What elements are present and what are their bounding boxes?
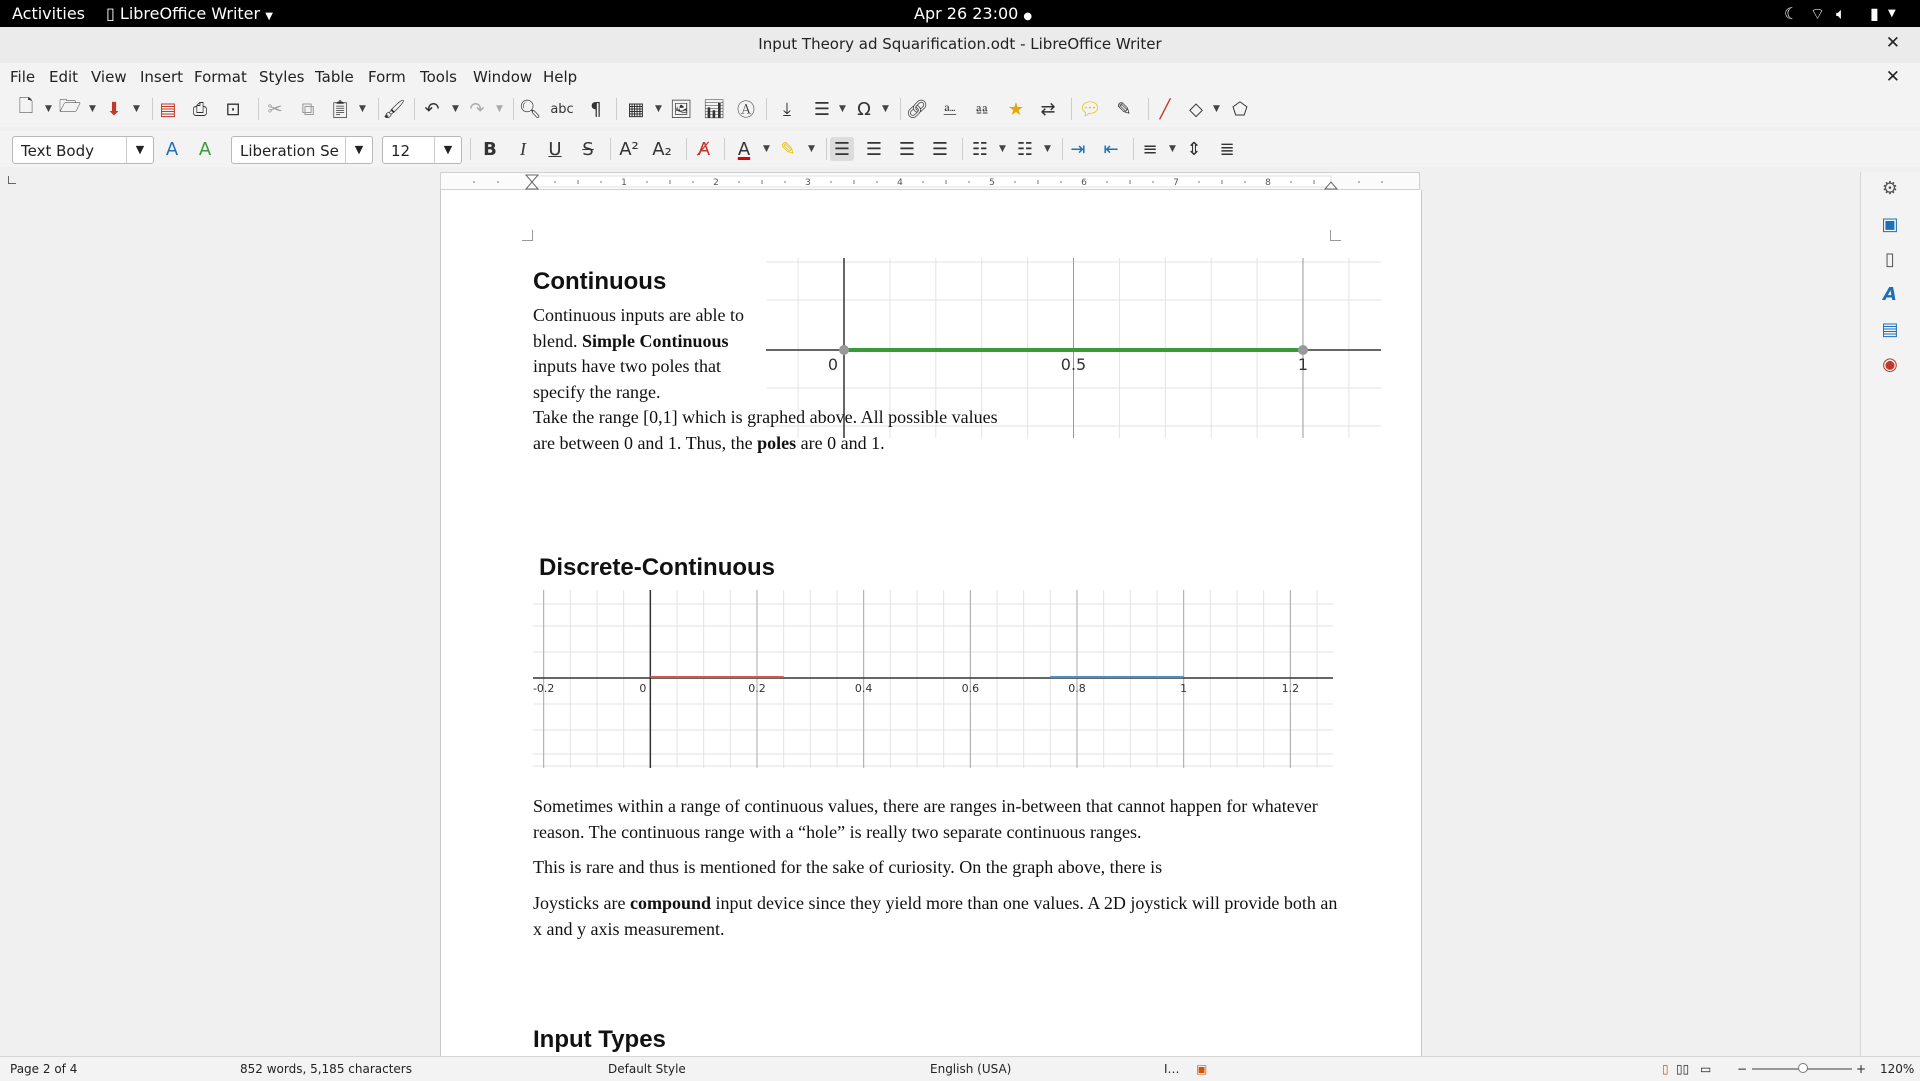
copy-icon[interactable]: ⧉ (301, 98, 315, 120)
insert-table-icon[interactable]: ▦ (627, 98, 645, 120)
volume-icon[interactable]: 🔈︎ (1836, 4, 1846, 23)
zoom-out-icon[interactable]: − (1737, 1062, 1748, 1076)
insert-mode-icon[interactable]: I… (1164, 1062, 1180, 1076)
svg-text:5: 5 (989, 178, 995, 188)
toolbar-separator (686, 138, 687, 160)
font-color-dropdown-icon[interactable]: ▼ (763, 144, 770, 154)
status-bar (0, 1056, 1920, 1081)
line-spacing-dropdown-icon[interactable]: ▼ (1169, 144, 1176, 154)
svg-text:1: 1 (621, 178, 627, 188)
activities-button[interactable]: Activities (12, 4, 85, 23)
single-page-view-icon[interactable]: ▯ (1662, 1062, 1669, 1076)
text-run: Joysticks are (533, 893, 630, 913)
unordered-list-dropdown-icon[interactable]: ▼ (999, 144, 1006, 154)
toolbar-separator (378, 98, 379, 120)
system-top-bar (0, 0, 1920, 27)
tab-stop-icon[interactable] (8, 176, 16, 184)
window-title-bar (0, 27, 1920, 64)
bold-text-run: Simple Continuous (582, 330, 729, 351)
window-title: Input Theory ad Squarification.odt - LibreOffice Writer (758, 35, 1162, 53)
menu-file[interactable]: File (10, 68, 36, 86)
tick-label-0: 0 (639, 682, 647, 695)
redo-dropdown-icon[interactable]: ▼ (496, 104, 503, 114)
undo-icon[interactable]: ↶ (424, 98, 440, 120)
export-pdf-icon[interactable]: ▤ (159, 98, 177, 120)
insert-image-icon[interactable]: 🖼︎ (669, 98, 693, 120)
font-color-icon[interactable]: A (737, 138, 751, 160)
insert-special-character-icon[interactable]: Ω (857, 98, 871, 120)
underline-icon[interactable]: U (548, 138, 562, 160)
document-close-icon[interactable]: ✕ (1885, 67, 1900, 87)
insert-chart-icon[interactable]: 📊︎ (702, 98, 726, 120)
clear-formatting-icon[interactable]: A̸ (697, 138, 711, 160)
menu-help[interactable]: Help (543, 68, 578, 86)
sidebar-deck (1860, 172, 1920, 1056)
toolbar-separator (610, 138, 611, 160)
superscript-icon[interactable]: A² (619, 138, 639, 160)
zoom-level[interactable]: 120% (1880, 1062, 1915, 1076)
language[interactable]: English (USA) (930, 1062, 1012, 1076)
bold-text-run: compound (629, 893, 712, 913)
open-dropdown-icon[interactable]: ▼ (89, 104, 96, 114)
subscript-icon[interactable]: A₂ (652, 138, 672, 160)
chevron-down-icon[interactable]: ▼ (434, 137, 461, 163)
tick-label-0-5: 0.5 (1060, 355, 1087, 374)
find-replace-icon[interactable]: 🔍︎ (518, 98, 542, 120)
align-center-icon[interactable]: ☰ (865, 138, 883, 160)
text-run: Take the range [0,1] which is graphed above. All possible values are between 0 and 1. Thus, the (533, 407, 998, 453)
redo-icon[interactable]: ↷ (469, 98, 485, 120)
wifi-icon[interactable]: ⌔ (1810, 4, 1826, 23)
align-left-icon[interactable]: ☰ (830, 137, 854, 161)
paragraph-holes[interactable]: Sometimes within a range of continuous values, there are ranges in-between that cannot happen for whatever reason. The continuous range with a “hole” is really two separate continuous ranges. (533, 796, 1318, 842)
font-size-combo[interactable] (382, 136, 462, 164)
ordered-list-dropdown-icon[interactable]: ▼ (1044, 144, 1051, 154)
zoom-in-icon[interactable]: + (1856, 1062, 1867, 1076)
insert-endnote-icon[interactable]: ⎂ (974, 98, 990, 120)
zoom-slider[interactable] (1752, 1068, 1852, 1070)
menu-styles[interactable]: Styles (259, 68, 305, 86)
standard-toolbar (0, 91, 1920, 127)
svg-text:3: 3 (805, 178, 811, 188)
toolbar-separator (724, 138, 725, 160)
toolbar-separator (513, 98, 514, 120)
page-indicator[interactable]: Page 2 of 4 (10, 1062, 78, 1076)
toolbar-separator (470, 138, 471, 160)
window-close-icon[interactable]: ✕ (1885, 33, 1900, 53)
insert-text-box-icon[interactable]: Ⓐ (737, 100, 755, 121)
document-page[interactable] (440, 190, 1422, 1056)
discrete-continuous-chart[interactable] (533, 590, 1333, 768)
cut-icon[interactable]: ✂ (267, 98, 283, 120)
paragraph-rare[interactable]: This is rare and thus is mentioned for the sake of curiosity. On the graph above, there is (533, 857, 1163, 877)
print-preview-icon[interactable]: ⊡ (225, 98, 241, 120)
heading-continuous[interactable]: Continuous (533, 268, 667, 295)
margin-corner-mark (522, 230, 533, 241)
text-run: input device since they yield more than one values. A 2D joystick will provide both an x and y axis measurement. (533, 893, 1338, 939)
tick-label-1-2: 1.2 (1281, 682, 1300, 695)
document-modified-icon[interactable]: ▣ (1196, 1062, 1208, 1076)
svg-text:8: 8 (1265, 178, 1271, 188)
decrease-indent-icon[interactable]: ⇤ (1103, 138, 1119, 160)
zoom-slider-thumb[interactable] (1798, 1063, 1808, 1073)
draw-functions-icon[interactable]: ⬠ (1232, 98, 1248, 120)
insert-page-break-icon[interactable]: ⤓ (783, 98, 791, 120)
document-icon: ▯ (106, 4, 115, 23)
paste-icon[interactable]: 📋︎ (328, 98, 352, 120)
sidebar-settings-gear-icon[interactable]: ⚙ (1881, 178, 1899, 199)
text-run: Continuous inputs are able to blend. (533, 305, 744, 351)
svg-text:4: 4 (897, 178, 903, 188)
chart-grid (533, 590, 1333, 768)
toolbar-separator (1062, 138, 1063, 160)
increase-paragraph-spacing-icon[interactable]: ⇕ (1186, 138, 1202, 160)
ordered-list-icon[interactable]: ☷ (1016, 138, 1034, 160)
tick-label-0: 0 (827, 355, 839, 374)
insert-hyperlink-icon[interactable]: 🔗︎ (905, 98, 929, 120)
insert-cross-reference-icon[interactable]: ⇄ (1040, 98, 1056, 120)
unordered-list-icon[interactable]: ☷ (971, 138, 989, 160)
ruler-scale (441, 173, 1421, 191)
open-folder-icon[interactable]: 🗁︎ (58, 96, 82, 117)
spelling-icon[interactable]: abc (550, 101, 574, 117)
justify-icon[interactable]: ☰ (931, 138, 949, 160)
toolbar-separator (152, 98, 153, 120)
new-document-icon[interactable]: 🗋︎ (18, 96, 34, 117)
menu-edit[interactable]: Edit (49, 68, 79, 86)
line-spacing-icon[interactable]: ≡ (1142, 138, 1158, 160)
italic-icon[interactable]: I (520, 138, 526, 159)
clock[interactable] (914, 4, 1032, 23)
menu-format[interactable]: Format (194, 68, 247, 86)
chevron-down-icon: ▼ (265, 11, 273, 22)
save-icon[interactable]: ⬇ (106, 98, 122, 120)
page-style[interactable]: Default Style (608, 1062, 686, 1076)
insert-field-icon[interactable]: ☰ (813, 98, 831, 120)
heading-discrete-continuous[interactable]: Discrete-Continuous (539, 554, 776, 581)
sidebar-properties-icon[interactable]: ▣ (1881, 214, 1899, 235)
formatting-marks-icon[interactable]: ¶ (590, 98, 602, 120)
menu-bar (0, 63, 1920, 91)
sidebar-navigator-icon[interactable]: ◉ (1882, 354, 1898, 375)
chevron-down-icon[interactable]: ▼ (126, 137, 153, 163)
system-menu-chevron-icon[interactable]: ▼ (1888, 8, 1896, 19)
menu-form[interactable]: Form (368, 68, 406, 86)
tick-label-0-6: 0.6 (961, 682, 980, 695)
font-name-combo[interactable] (231, 136, 373, 164)
track-changes-icon[interactable]: ✎ (1116, 98, 1132, 120)
clone-formatting-icon[interactable]: 🖌︎ (382, 98, 406, 120)
horizontal-ruler[interactable] (440, 172, 1420, 190)
basic-shapes-dropdown-icon[interactable]: ▼ (1213, 104, 1220, 114)
datetime: Apr 26 23:00 (914, 4, 1019, 23)
svg-text:6: 6 (1081, 178, 1087, 188)
paragraph-continuous-intro[interactable] (533, 303, 768, 405)
tick-label-0-2: 0.2 (748, 682, 766, 695)
paste-dropdown-icon[interactable]: ▼ (359, 104, 366, 114)
basic-shapes-icon[interactable]: ◇ (1189, 98, 1203, 120)
text-run: inputs have two poles that specify the range. (533, 356, 721, 402)
insert-footnote-icon[interactable]: ⎁ (942, 98, 958, 120)
battery-icon[interactable]: ▮ (1870, 4, 1879, 23)
toolbar-separator (766, 98, 767, 120)
toolbar-separator (900, 98, 901, 120)
chevron-down-icon[interactable]: ▼ (345, 137, 372, 163)
update-style-icon[interactable]: A (165, 138, 179, 160)
word-count[interactable]: 852 words, 5,185 characters (240, 1062, 412, 1076)
undo-dropdown-icon[interactable]: ▼ (452, 104, 459, 114)
pole-point-1 (1298, 345, 1308, 355)
heading-input-types[interactable]: Input Types (533, 1026, 666, 1053)
formatting-toolbar (0, 131, 1920, 167)
paragraph-style-combo[interactable] (12, 136, 154, 164)
toolbar-separator (1148, 98, 1149, 120)
menu-view[interactable]: View (91, 68, 127, 86)
save-dropdown-icon[interactable]: ▼ (133, 104, 140, 114)
new-style-icon[interactable]: A (198, 138, 212, 160)
menu-window[interactable]: Window (473, 68, 533, 86)
text-run: are 0 and 1. (796, 432, 885, 453)
bold-icon[interactable]: B (483, 138, 497, 160)
paragraph-joysticks[interactable] (533, 891, 1343, 942)
tick-label-1: 1 (1297, 355, 1309, 374)
tick-label-minus-0-2: -0.2 (533, 682, 555, 695)
menu-tools[interactable]: Tools (420, 68, 457, 86)
toolbar-separator (1133, 138, 1134, 160)
strikethrough-icon[interactable]: S (582, 138, 594, 160)
insert-bookmark-icon[interactable]: ★ (1007, 98, 1025, 120)
insert-field-dropdown-icon[interactable]: ▼ (839, 104, 846, 114)
toolbar-separator (826, 138, 827, 160)
sidebar-gallery-icon[interactable]: ▤ (1881, 319, 1899, 340)
decrease-paragraph-spacing-icon[interactable]: ≣ (1219, 138, 1235, 160)
svg-text:2: 2 (713, 178, 719, 188)
tick-label-0-8: 0.8 (1068, 682, 1086, 695)
paragraph-style-value: Text Body (21, 142, 94, 160)
menu-table[interactable]: Table (315, 68, 354, 86)
new-document-dropdown-icon[interactable]: ▼ (45, 104, 52, 114)
toolbar-separator (616, 98, 617, 120)
toolbar-separator (258, 98, 259, 120)
tick-label-1: 1 (1180, 682, 1188, 695)
bold-text-run: poles (757, 432, 797, 453)
app-name: LibreOffice Writer (119, 4, 261, 23)
increase-indent-icon[interactable]: ⇥ (1070, 138, 1086, 160)
insert-comment-icon[interactable]: 💬︎ (1078, 98, 1102, 120)
app-menu[interactable] (106, 4, 273, 23)
toolbar-separator (414, 98, 415, 120)
special-character-dropdown-icon[interactable]: ▼ (882, 104, 889, 114)
highlighting-dropdown-icon[interactable]: ▼ (808, 144, 815, 154)
paragraph-range-example[interactable] (533, 405, 1003, 456)
sidebar-styles-icon[interactable]: A (1883, 284, 1897, 305)
print-icon[interactable]: ⎙ (192, 98, 208, 120)
align-right-icon[interactable]: ☰ (898, 138, 916, 160)
insert-line-icon[interactable]: ╱ (1159, 98, 1171, 120)
multi-page-view-icon[interactable]: ▯▯ (1676, 1062, 1690, 1076)
font-size-value: 12 (391, 142, 411, 160)
book-view-icon[interactable]: ▭ (1700, 1062, 1712, 1076)
menu-insert[interactable]: Insert (140, 68, 184, 86)
sidebar-page-icon[interactable]: ▯ (1885, 249, 1895, 270)
tick-label-0-4: 0.4 (854, 682, 873, 695)
font-name-value: Liberation Se (240, 142, 339, 160)
toolbar-separator (962, 138, 963, 160)
night-light-icon[interactable]: ☾ (1784, 4, 1799, 23)
toolbar-separator (1071, 98, 1072, 120)
notification-dot-icon: ● (1023, 11, 1033, 22)
svg-text:7: 7 (1173, 178, 1179, 188)
insert-table-dropdown-icon[interactable]: ▼ (655, 104, 662, 114)
pole-point-0 (839, 345, 849, 355)
highlighting-color-icon[interactable]: ✎ (780, 138, 796, 160)
margin-corner-mark (1330, 230, 1341, 241)
